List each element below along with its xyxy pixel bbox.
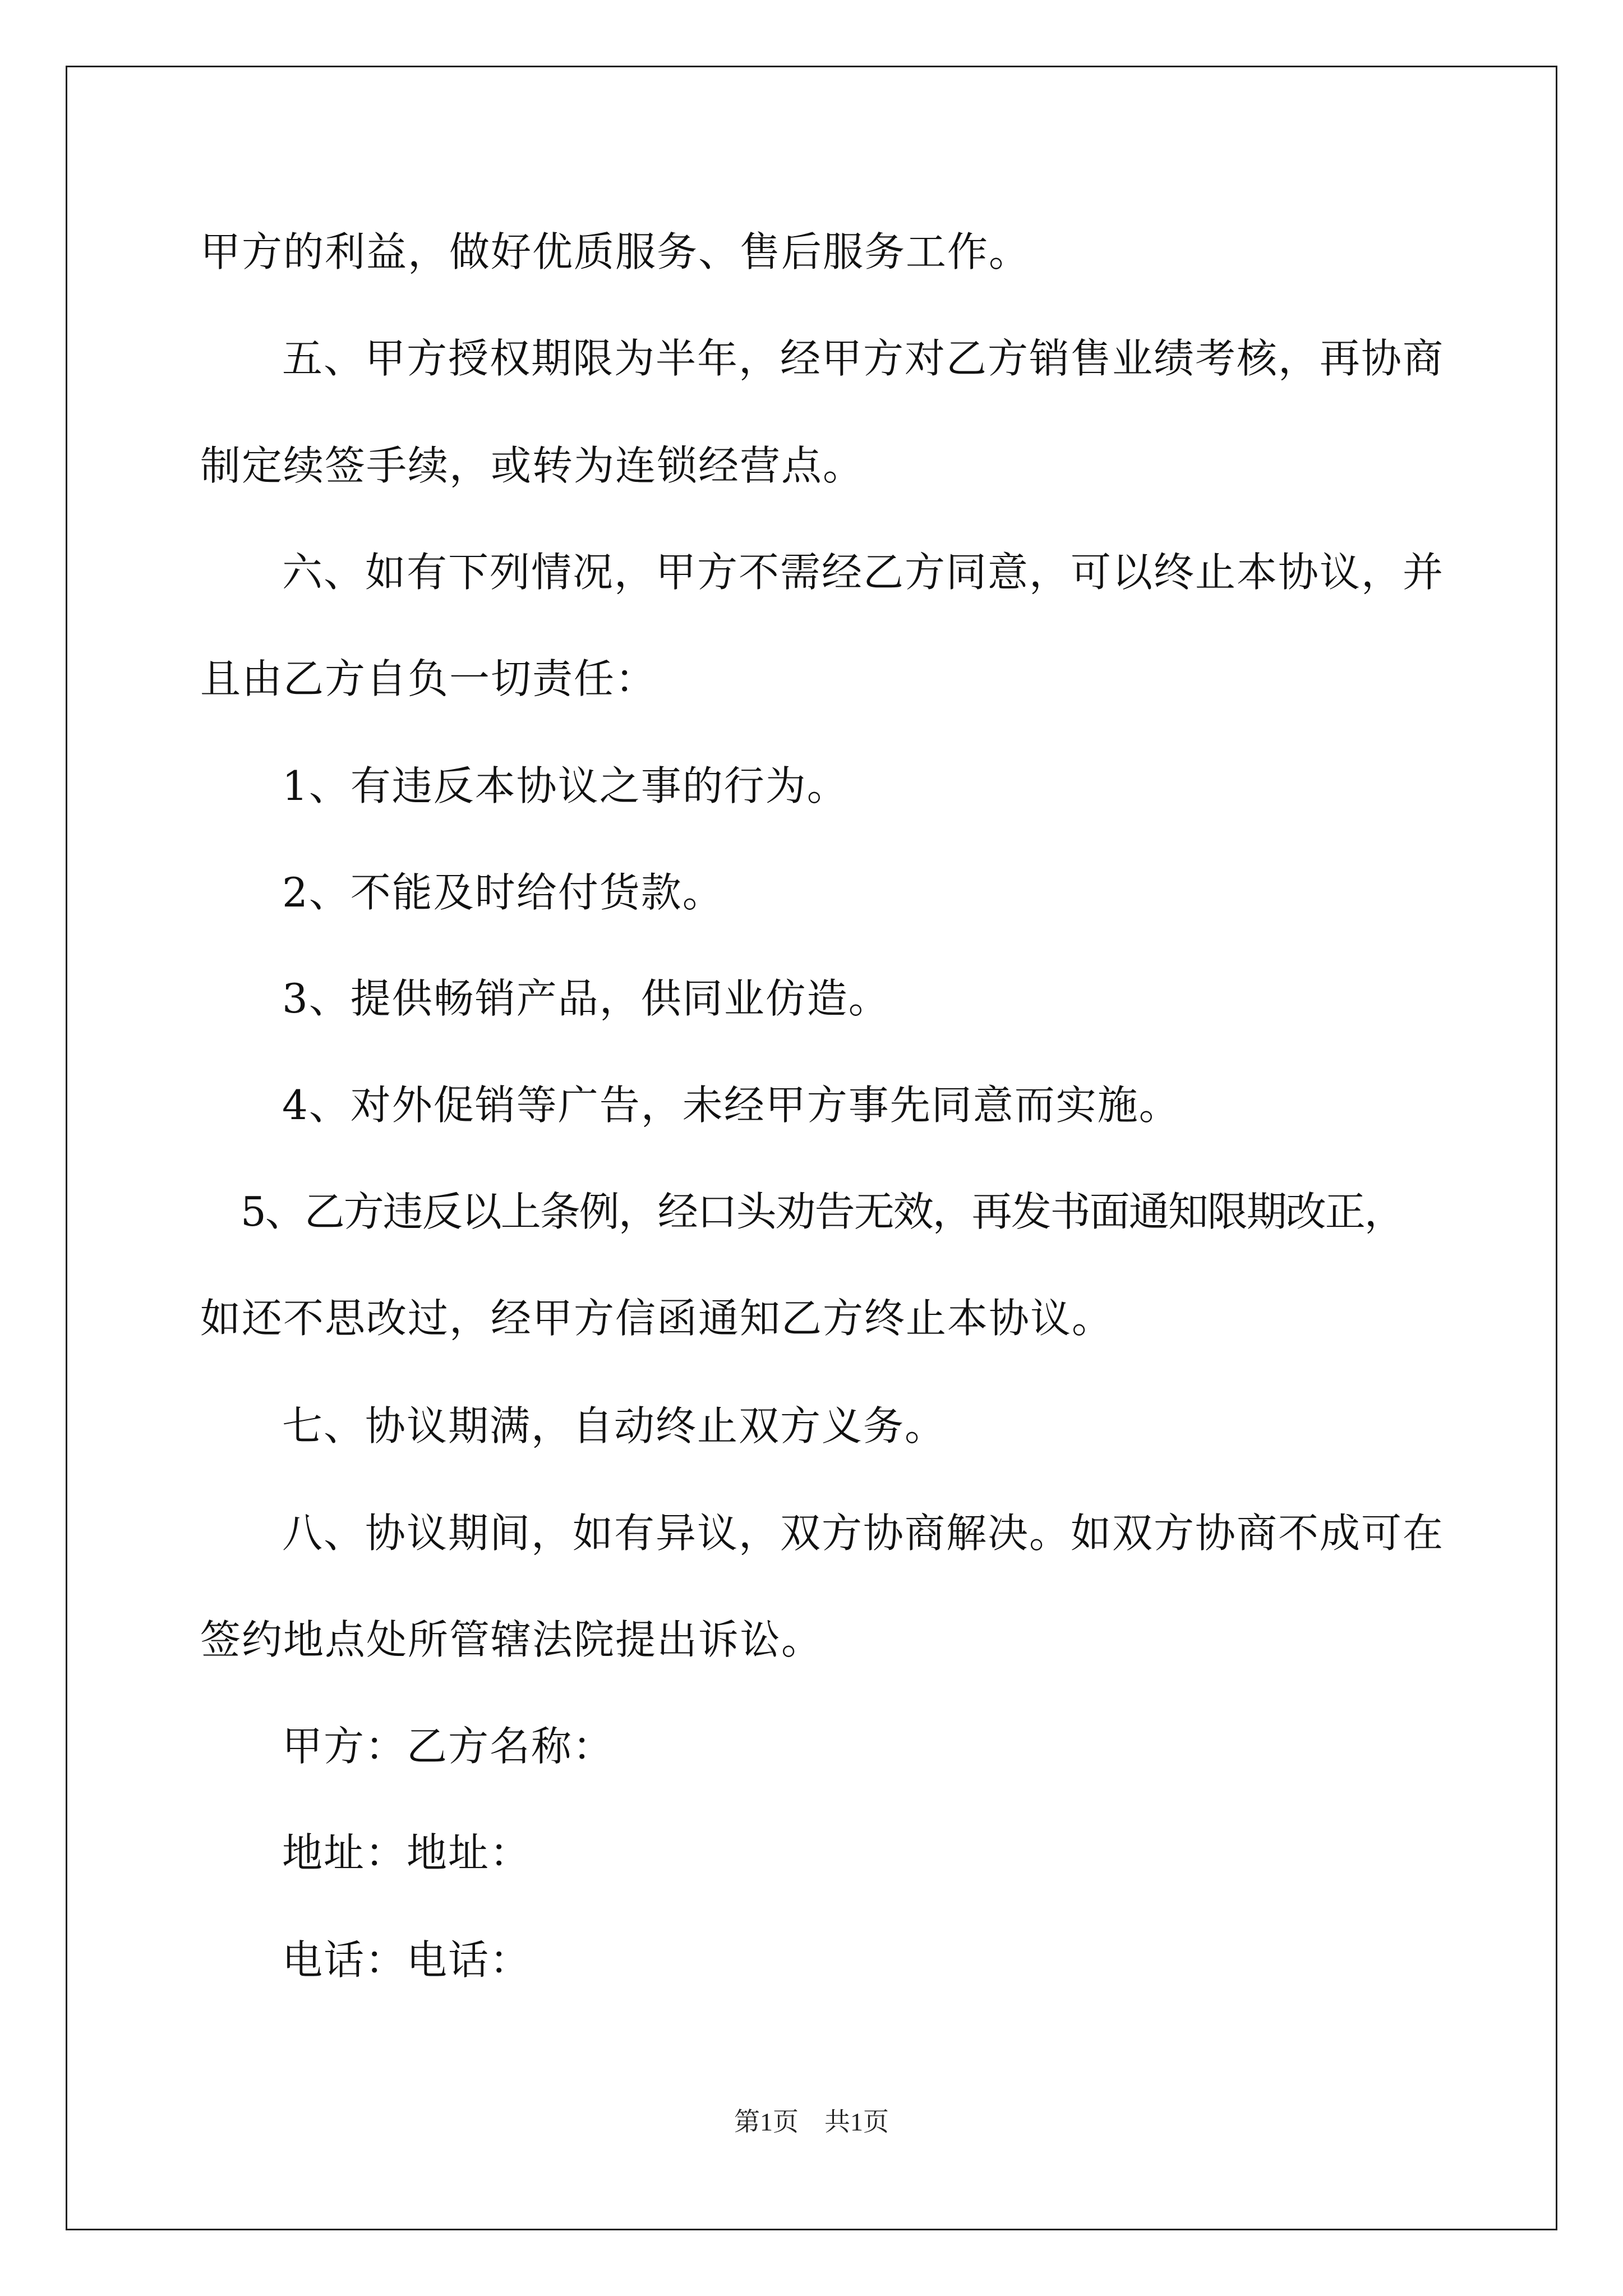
text-line-5: 且由乙方自负一切责任：	[200, 655, 657, 702]
text-line-3: 制定续签手续，或转为连锁经营点。	[200, 442, 865, 489]
text-line-14: 签约地点处所管辖法院提出诉讼。	[200, 1616, 823, 1663]
text-line-1: 甲方的利益，做好优质服务、售后服务工作。	[200, 228, 1031, 275]
text-line-11: 如还不思改过，经甲方信函通知乙方终止本协议。	[200, 1295, 1114, 1342]
list-item-5: 5、乙方违反以上条例，经口头劝告无效，再发书面通知限期改正，	[241, 1188, 1404, 1235]
text-line-4: 六、如有下列情况，甲方不需经乙方同意，可以终止本协议，并	[282, 549, 1445, 596]
page-border	[66, 66, 1557, 2230]
text-line-2: 五、甲方授权期限为半年，经甲方对乙方销售业绩考核，再协商	[282, 335, 1445, 382]
list-item-2: 2、不能及时给付货款。	[282, 869, 724, 916]
signature-phone: 电话：电话：	[282, 1936, 532, 1984]
list-item-4: 4、对外促销等广告，未经甲方事先同意而实施。	[282, 1082, 1181, 1129]
signature-address: 地址：地址：	[282, 1829, 532, 1876]
page-number-footer: 第1页 共1页	[734, 2108, 889, 2136]
list-item-3: 3、提供畅销产品，供同业仿造。	[282, 975, 890, 1022]
list-item-1: 1、有违反本协议之事的行为。	[282, 762, 849, 809]
signature-party-names: 甲方：乙方名称：	[282, 1723, 615, 1770]
text-line-13: 八、协议期间，如有异议，双方协商解决。如双方协商不成可在	[282, 1510, 1445, 1557]
text-line-12: 七、协议期满，自动终止双方义务。	[282, 1402, 947, 1450]
